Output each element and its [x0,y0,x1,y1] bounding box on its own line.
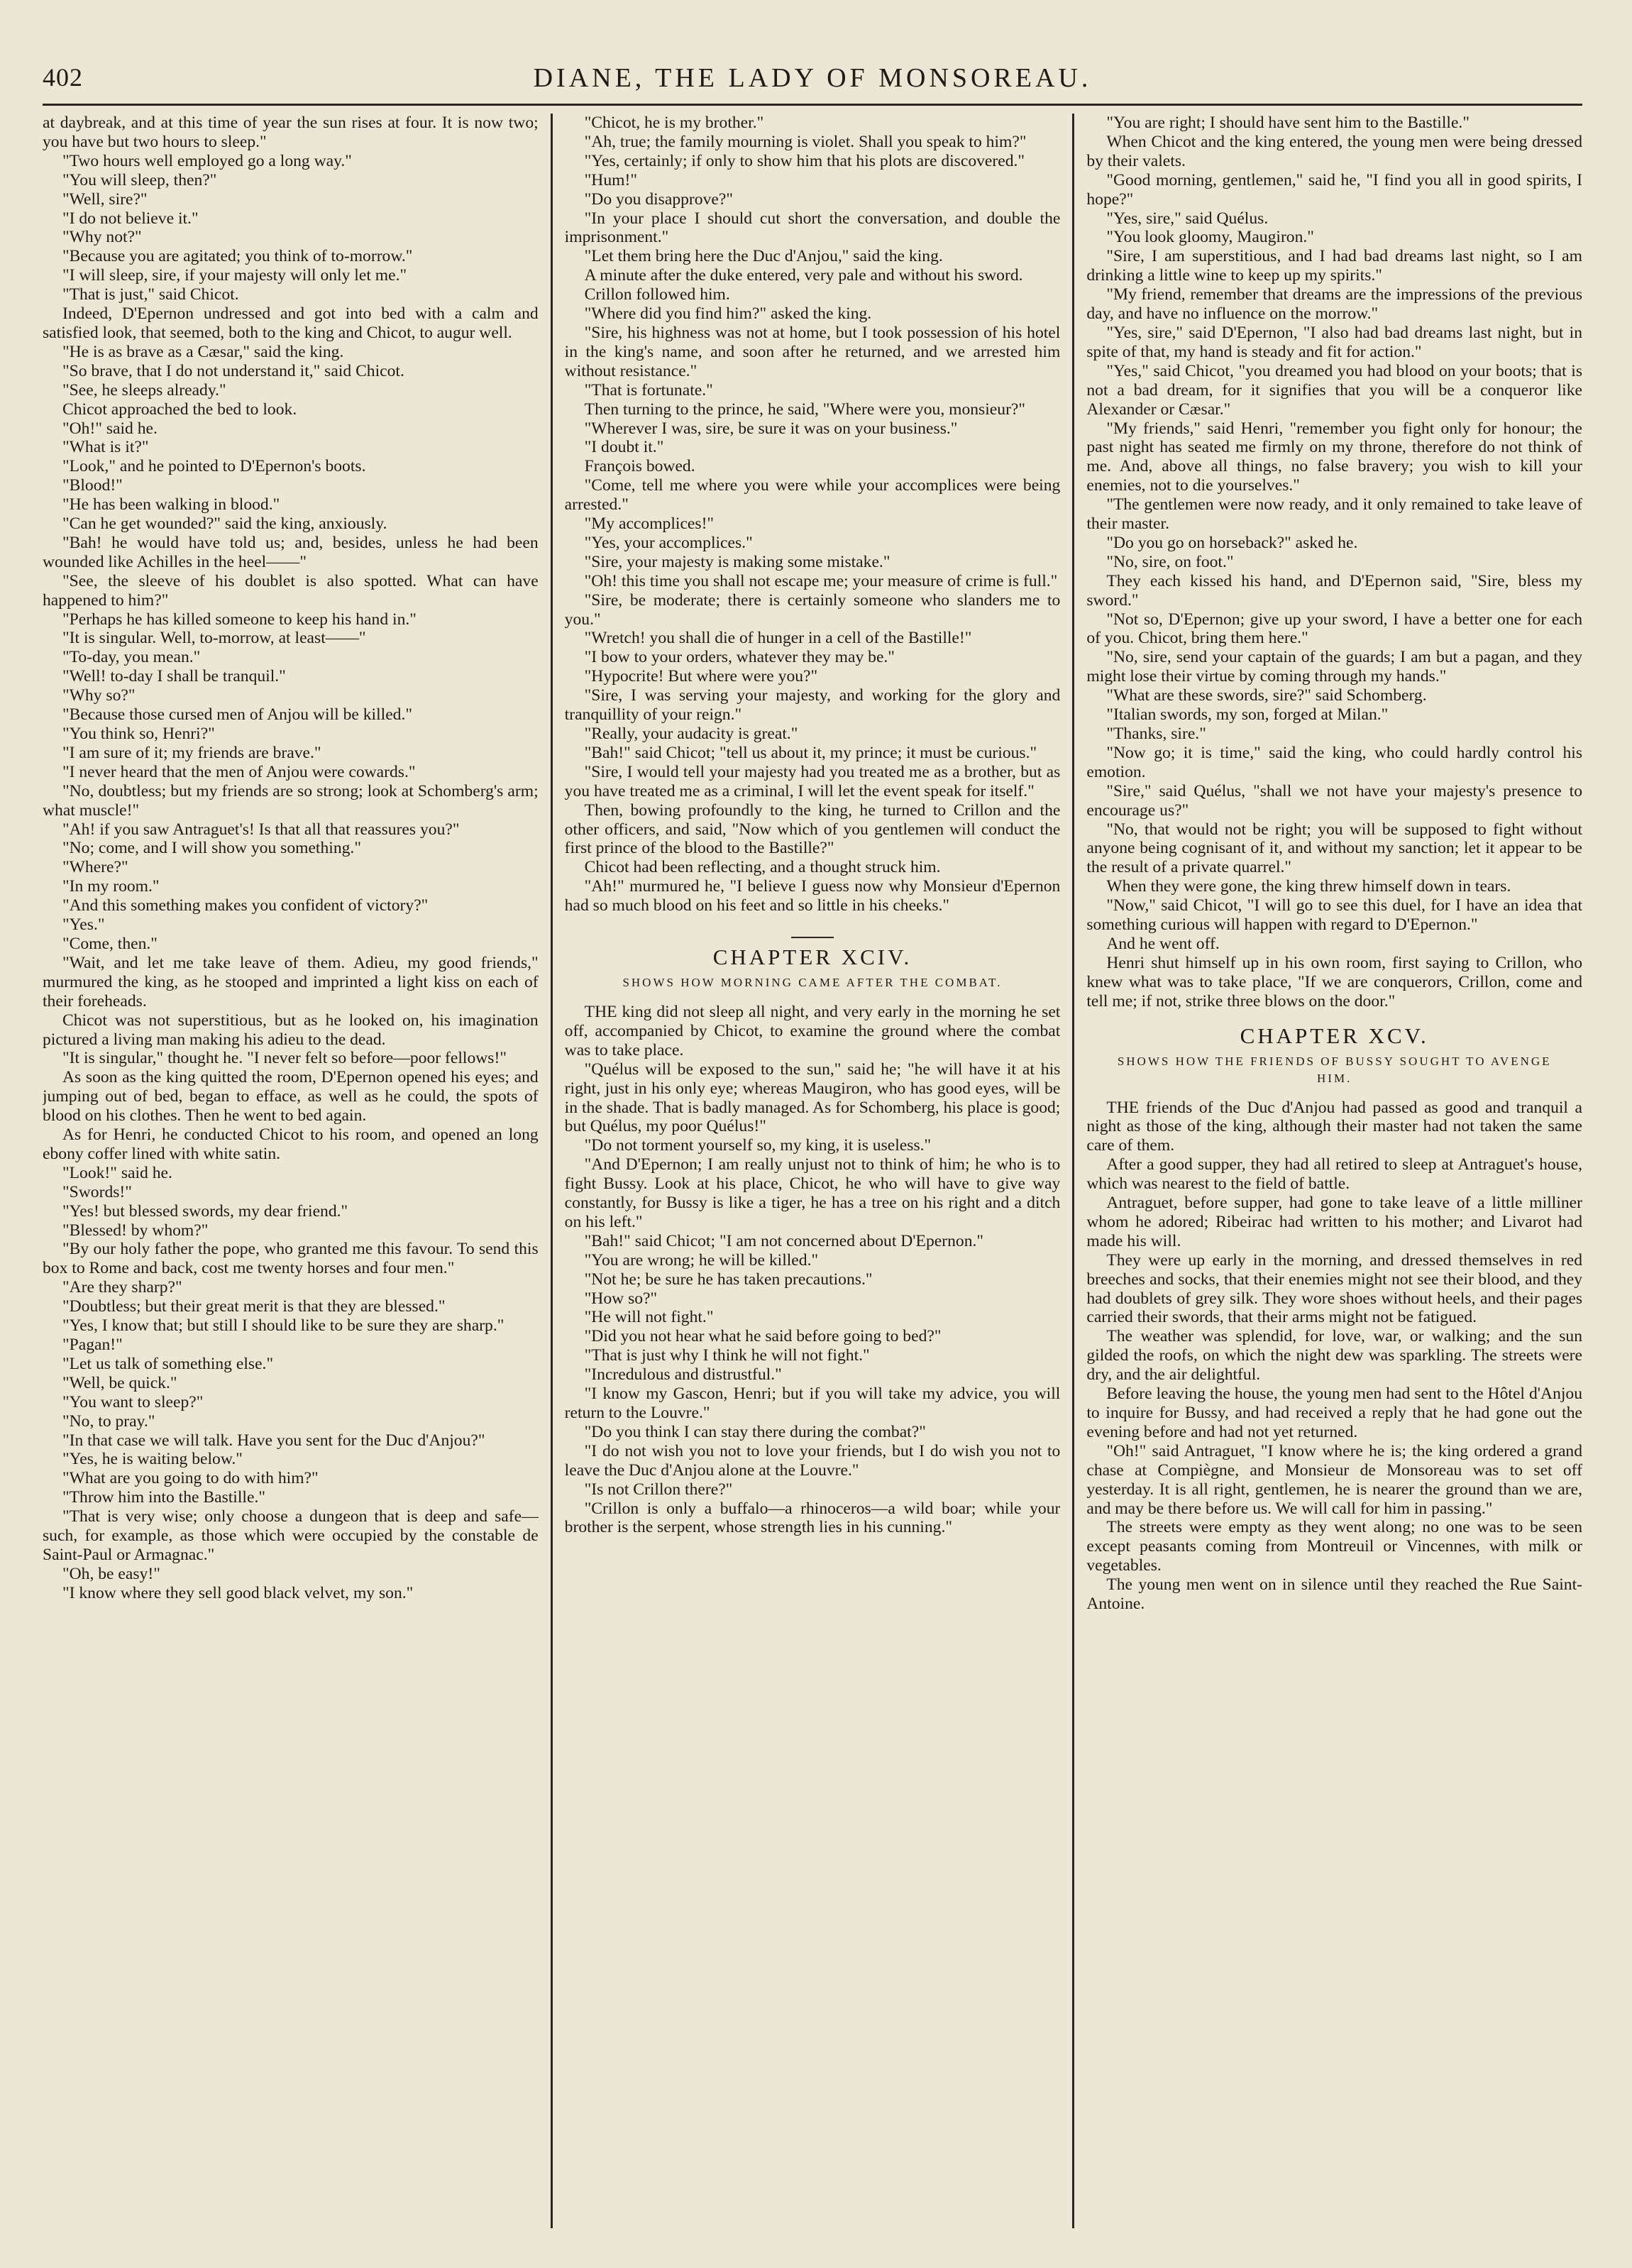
paragraph: "Are they sharp?" [62,1278,182,1297]
paragraph: "Yes, he is waiting below." [62,1450,243,1469]
paragraph: "Crillon is only a buffalo—a rhinoceros—a wild boar; while your brother is the serpent, whose strength lies in his cunning." [564,1499,1061,1537]
paragraph: "So brave, that I do not understand it," said Chicot. [62,361,404,380]
paragraph: "Where did you find him?" asked the king. [584,304,872,324]
paragraph: "You want to sleep?" [62,1392,204,1411]
paragraph: "Oh!" said Antraguet, "I know where he is; the king ordered a grand chase at Compiègne, and Monsieur de Monsoreau was to set off yesterday. It is all right, gentlemen, he is nearer the ground than we are, and may be there before us. We will call for him in passing." [1086,1441,1583,1518]
paragraph: "Oh!" said he. [62,419,158,438]
paragraph: "No, doubtless; but my friends are so strong; look at Schomberg's arm; what muscle!" [43,781,539,820]
paragraph: "Italian swords, my son, forged at Milan." [1106,705,1389,725]
paragraph: "No, that would not be right; you will be supposed to fight without anyone being cognisant of it, and without my sanction; let it appear to be the result of a private quarrel." [1086,820,1583,877]
paragraph: "In my room." [62,877,160,896]
paragraph: "Well! to-day I shall be tranquil." [62,667,286,686]
paragraph: As for Henri, he conducted Chicot to his room, and opened an long ebony coffer lined with white satin. [43,1125,539,1163]
paragraph: Chicot approached the bed to look. [62,400,297,419]
column-3-text-bottom [1086,1099,1582,1614]
paragraph: "Chicot, he is my brother." [584,114,764,132]
paragraph: After a good supper, they had all retired to sleep at Antraguet's house, which was nearest to the field of battle. [1086,1155,1583,1194]
paragraph: "That is just why I think he will not fight." [584,1346,870,1365]
paragraph: "Do not torment yourself so, my king, it is useless." [584,1136,932,1155]
column-3-text-top [1086,114,1582,1011]
paragraph: at daybreak, and at this time of year the sun rises at four. It is now two; you have but two hours to sleep." [43,114,539,151]
paragraph: "Hypocrite! But where were you?" [584,667,818,686]
paragraph: "See, the sleeve of his doublet is also spotted. What can have happened to him?" [43,571,539,610]
paragraph: "Sire, his highness was not at home, but I took possession of his hotel in the king's name, and soon after he returned, and we arrested him without resistance." [564,323,1061,380]
paragraph: "Pagan!" [62,1336,123,1354]
paragraph: "To-day, you mean." [62,648,201,667]
paragraph: "The gentlemen were now ready, and it only remained to take leave of their master. [1086,495,1583,534]
paragraph: "Now," said Chicot, "I will go to see this duel, for I have an idea that something curious will happen with regard to D'Epernon." [1086,896,1583,935]
paragraph: "My friends," said Henri, "remember you fight only for honour; the past night has seated me firmly on my throne, therefore do not think of me. And, above all things, no false bravery; you wish to kill your enemies, not to die yourselves." [1086,419,1583,495]
paragraph: "No, sire, send your captain of the guards; I am but a pagan, and they might lose their virtue by coming through my hands." [1086,648,1583,686]
page-header [43,62,1582,102]
paragraph: "Sire, your majesty is making some mistake." [584,552,891,571]
paragraph: "Wherever I was, sire, be sure it was on your business." [584,419,958,438]
header-rule [43,104,1582,106]
paragraph: "No, to pray." [62,1411,155,1431]
paragraph: "Thanks, sire." [1106,725,1206,743]
paragraph: "Look!" said he. [62,1163,172,1182]
paragraph: "I am sure of it; my friends are brave." [62,743,321,762]
paragraph: "Do you disapprove?" [584,189,733,209]
paragraph: "Let us talk of something else." [62,1354,274,1373]
paragraph: "Not so, D'Epernon; give up your sword, I have a better one for each of you. Chicot, bring them here." [1086,610,1583,648]
paragraph: "What is it?" [62,438,149,457]
paragraph: The young men went on in silence until they reached the Rue Saint-Antoine. [1086,1575,1583,1614]
paragraph: "Sire, I am superstitious, and I had bad dreams last night, so I am drinking a little wine to keep up my spirits." [1086,247,1583,285]
paragraph: "Sire, I was serving your majesty, and working for the glory and tranquillity of your reign." [564,686,1061,725]
paragraph: Then, bowing profoundly to the king, he turned to Crillon and the other officers, and said, "Now which of you gentlemen will conduct the first prince of the blood to the Bastille?" [564,800,1061,858]
page-number: 402 [43,63,83,92]
paragraph: "Yes, sire," said Quélus. [1106,209,1269,228]
column-2-text-top [565,114,1061,915]
paragraph: "That is very wise; only choose a dungeon that is deep and safe—such, for example, as those which were occupied by the constable de Saint-Paul or Armagnac." [43,1507,539,1564]
paragraph: "Perhaps he has killed someone to keep his hand in." [62,610,417,629]
paragraph: "Come, then." [62,934,158,953]
paragraph: Then turning to the prince, he said, "Where were you, monsieur?" [584,400,1026,419]
paragraph: "Well, be quick." [62,1373,177,1392]
paragraph: "You look gloomy, Maugiron." [1106,228,1314,247]
paragraph: "He has been walking in blood." [62,495,280,514]
paragraph: "My friend, remember that dreams are the impressions of the previous day, and have no influence on the morrow." [1086,285,1583,324]
chapter-94-title: CHAPTER XCIV. [712,945,913,970]
paragraph: They each kissed his hand, and D'Epernon said, "Sire, bless my sword." [1086,571,1583,610]
column-2-text-bottom [565,1003,1061,1537]
running-title: DIANE, THE LADY OF MONSOREAU. [533,63,1092,93]
paragraph: "And this something makes you confident of victory?" [62,896,429,915]
paragraph: "You think so, Henri?" [62,725,215,743]
paragraph: When they were gone, the king threw himself down in tears. [1106,877,1511,896]
paragraph: "Sire, be moderate; there is certainly someone who slanders me to you." [564,590,1061,629]
paragraph: "I do not wish you not to love your friends, but I do wish you not to leave the Duc d'Anjou alone at the Louvre." [564,1441,1061,1480]
paragraph: François bowed. [584,457,695,476]
paragraph: And he went off. [1106,934,1220,953]
paragraph: "He will not fight." [584,1308,714,1327]
paragraph: "I will sleep, sire, if your majesty will only let me." [62,266,407,285]
paragraph: "He is as brave as a Cæsar," said the king. [62,342,344,361]
chapter-rule [791,937,834,938]
paragraph: "That is just," said Chicot. [62,285,239,304]
chapter-95-subtitle: SHOWS HOW THE FRIENDS OF BUSSY SOUGHT TO AVENGE HIM. [1117,1054,1552,1085]
paragraph: "Ah!" murmured he, "I believe I guess now why Monsieur d'Epernon had so much blood on his feet and so little in his cheeks." [564,877,1061,915]
paragraph: "I never heard that the men of Anjou were cowards." [62,762,416,781]
paragraph: "No, sire, on foot." [1106,552,1234,571]
paragraph: "In that case we will talk. Have you sent for the Duc d'Anjou?" [62,1431,485,1450]
paragraph: "Yes," said Chicot, "you dreamed you had blood on your boots; that is not a bad dream, for it signifies that you will be a conqueror like Alexander or Cæsar." [1086,361,1583,419]
chapter-95-title: CHAPTER XCV. [1240,1023,1429,1048]
paragraph: When Chicot and the king entered, the young men were being dressed by their valets. [1086,132,1583,170]
paragraph: "Bah!" said Chicot; "I am not concerned about D'Epernon." [584,1231,984,1250]
paragraph: "Yes, your accomplices." [584,533,753,552]
paragraph: "Can he get wounded?" said the king, anxiously. [62,514,387,534]
paragraph: "It is singular," thought he. "I never felt so before—poor fellows!" [62,1049,507,1068]
paragraph: "Wait, and let me take leave of them. Adieu, my good friends," murmured the king, as he stooped and imprinted a light kiss on each of their foreheads. [43,953,539,1011]
paragraph: "See, he sleeps already." [62,380,226,400]
paragraph: "Yes! but blessed swords, my dear friend." [62,1201,348,1221]
paragraph: "Did you not hear what he said before going to bed?" [584,1327,942,1346]
paragraph: "Do you go on horseback?" asked he. [1106,533,1358,552]
paragraph: "Incredulous and distrustful." [584,1365,782,1385]
paragraph: "Yes, I know that; but still I should like to be sure they are sharp." [62,1316,505,1336]
paragraph: "Two hours well employed go a long way." [62,151,352,170]
paragraph: The weather was splendid, for love, war, or walking; and the sun gilded the roofs, on which the night dew was sparkling. The streets were dry, and the air delightful. [1086,1327,1583,1385]
paragraph: "Now go; it is time," said the king, who could hardly control his emotion. [1086,743,1583,781]
paragraph: "Blood!" [62,476,123,495]
paragraph: They were up early in the morning, and dressed themselves in red breeches and socks, that their enemies might not see their blood, and they had doublets of grey silk. They wore shoes without heels, and their pages carried their swords, that their arms might not be fatigued. [1086,1250,1583,1327]
paragraph: "My accomplices!" [584,514,715,534]
column-3 [1086,114,1582,2228]
paragraph: "I doubt it." [584,438,664,457]
paragraph: "By our holy father the pope, who granted me this favour. To send this box to Rome and back, cost me twenty horses and four men." [43,1240,539,1278]
paragraph: "Wretch! you shall die of hunger in a cell of the Bastille!" [584,629,972,648]
paragraph: "Ah! if you saw Antraguet's! Is that all that reassures you?" [62,820,460,839]
column-divider [551,114,553,2228]
paragraph: "Because you are agitated; you think of to-morrow." [62,247,413,266]
paragraph: "I know where they sell good black velvet, my son." [62,1583,414,1602]
paragraph: THE king did not sleep all night, and very early in the morning he set off, accompanied by Chicot, to examine the ground where the combat was to take place. [564,1002,1061,1059]
paragraph: "How so?" [584,1289,658,1308]
paragraph: "Where?" [62,858,128,877]
paragraph: "I know my Gascon, Henri; but if you will take my advice, you will return to the Louvre." [564,1385,1061,1422]
column-1 [43,114,539,2228]
paragraph: "I do not believe it." [62,209,199,228]
paragraph: "Hum!" [584,170,637,189]
paragraph: "Why not?" [62,228,142,247]
paragraph: "Good morning, gentlemen," said he, "I find you all in good spirits, I hope?" [1086,170,1583,209]
paragraph: "Doubtless; but their great merit is that they are blessed." [62,1297,446,1316]
column-divider [1072,114,1074,2228]
paragraph: "Really, your audacity is great." [584,725,798,743]
column-1-text [43,114,539,1603]
paragraph: "Oh! this time you shall not escape me; your measure of crime is full." [584,571,1058,590]
paragraph: "Sire," said Quélus, "shall we not have your majesty's presence to encourage us?" [1086,781,1583,820]
paragraph: As soon as the king quitted the room, D'Epernon opened his eyes; and jumping out of bed, began to efface, as well as he could, the spots of blood on his clothes. Then he went to bed again. [43,1068,539,1125]
paragraph: "Bah! he would have told us; and, besides, unless he had been wounded like Achilles in the heel——" [43,533,539,571]
paragraph: "Is not Crillon there?" [584,1480,733,1499]
paragraph: "Well, sire?" [62,189,148,209]
paragraph: "That is fortunate." [584,380,713,400]
paragraph: "And D'Epernon; I am really unjust not to think of him; he who is to fight Bussy. Look at his place, Chicot, he who will have to give way constantly, for Bussy is like a tiger, he has a tree on his right and a ditch on his left." [564,1155,1061,1231]
paragraph: "Because those cursed men of Anjou will be killed." [62,705,412,725]
paragraph: A minute after the duke entered, very pale and without his sword. [584,266,1023,285]
paragraph: "Yes." [62,915,105,935]
paragraph: "Oh, be easy!" [62,1564,160,1583]
paragraph: Chicot had been reflecting, and a thought struck him. [584,858,941,877]
paragraph: Indeed, D'Epernon undressed and got into bed with a calm and satisfied look, that seemed, both to the king and Chicot, to augur well. [43,304,539,342]
paragraph: "You are wrong; he will be killed." [584,1250,819,1270]
paragraph: "Look," and he pointed to D'Epernon's boots. [62,457,366,476]
paragraph: Chicot was not superstitious, but as he looked on, his imagination pictured a living man making his adieu to the dead. [43,1011,539,1049]
paragraph: "Sire, I would tell your majesty had you treated me as a brother, but as you have treated me as a criminal, I will let the event speak for itself." [564,762,1061,800]
paragraph: "What are you going to do with him?" [62,1469,319,1488]
paragraph: "Yes, certainly; if only to show him that his plots are discovered." [584,151,1025,170]
paragraph: "Yes, sire," said D'Epernon, "I also had bad dreams last night, but in spite of that, my hand is steady and fit for action." [1086,323,1583,361]
paragraph: Henri shut himself up in his own room, first saying to Crillon, who knew what was to take place, "If we are conquerors, Crillon, come and tell me; if not, strike three blows on the door." [1086,953,1583,1011]
paragraph: "Ah, true; the family mourning is violet. Shall you speak to him?" [584,132,1027,151]
paragraph: "You are right; I should have sent him to the Bastille." [1106,114,1470,132]
paragraph: "Throw him into the Bastille." [62,1488,265,1507]
paragraph: THE friends of the Duc d'Anjou had passed as good and tranquil a night as those of the king, although their master had not taken the same care of them. [1086,1098,1583,1155]
paragraph: The streets were empty as they went along; no one was to be seen except peasants coming from Montreuil or Vincennes, with milk or vegetables. [1086,1518,1583,1575]
paragraph: "Not he; be sure he has taken precautions." [584,1270,873,1289]
paragraph: "Let them bring here the Duc d'Anjou," said the king. [584,247,943,266]
paragraph: "It is singular. Well, to-morrow, at least——" [62,629,366,648]
paragraph: "What are these swords, sire?" said Schomberg. [1106,686,1427,705]
paragraph: "You will sleep, then?" [62,170,217,189]
paragraph: Antraguet, before supper, had gone to take leave of a little milliner whom he adored; Ribeirac had written to his mother; and Livarot had made his will. [1086,1194,1583,1250]
paragraph: Crillon followed him. [584,285,730,304]
paragraph: "Quélus will be exposed to the sun," said he; "he will have it at his right, just in his only eye; whereas Maugiron, who has good eyes, will be in the shade. That is badly managed. As for Schomberg, his place is good; but Quélus, my poor Quélus!" [564,1059,1061,1136]
paragraph: "Come, tell me where you were while your accomplices were being arrested." [564,476,1061,514]
paragraph: "Swords!" [62,1182,132,1201]
paragraph: "Do you think I can stay there during the combat?" [584,1422,926,1441]
paragraph: Before leaving the house, the young men had sent to the Hôtel d'Anjou to inquire for Bussy, and had received a reply that he had gone out the evening before and had not yet returned. [1086,1385,1583,1441]
paragraph: "Bah!" said Chicot; "tell us about it, my prince; it must be curious." [584,743,1037,762]
paragraph: "Blessed! by whom?" [62,1221,209,1240]
paragraph: "Why so?" [62,686,136,705]
column-2 [565,114,1061,2228]
paragraph: "I bow to your orders, whatever they may be." [584,648,895,667]
chapter-94-subtitle: SHOWS HOW MORNING CAME AFTER THE COMBAT. [622,975,1003,989]
text-columns [43,114,1582,2228]
paragraph: "In your place I should cut short the conversation, and double the imprisonment." [564,209,1061,247]
paragraph: "No; come, and I will show you something." [62,839,361,858]
